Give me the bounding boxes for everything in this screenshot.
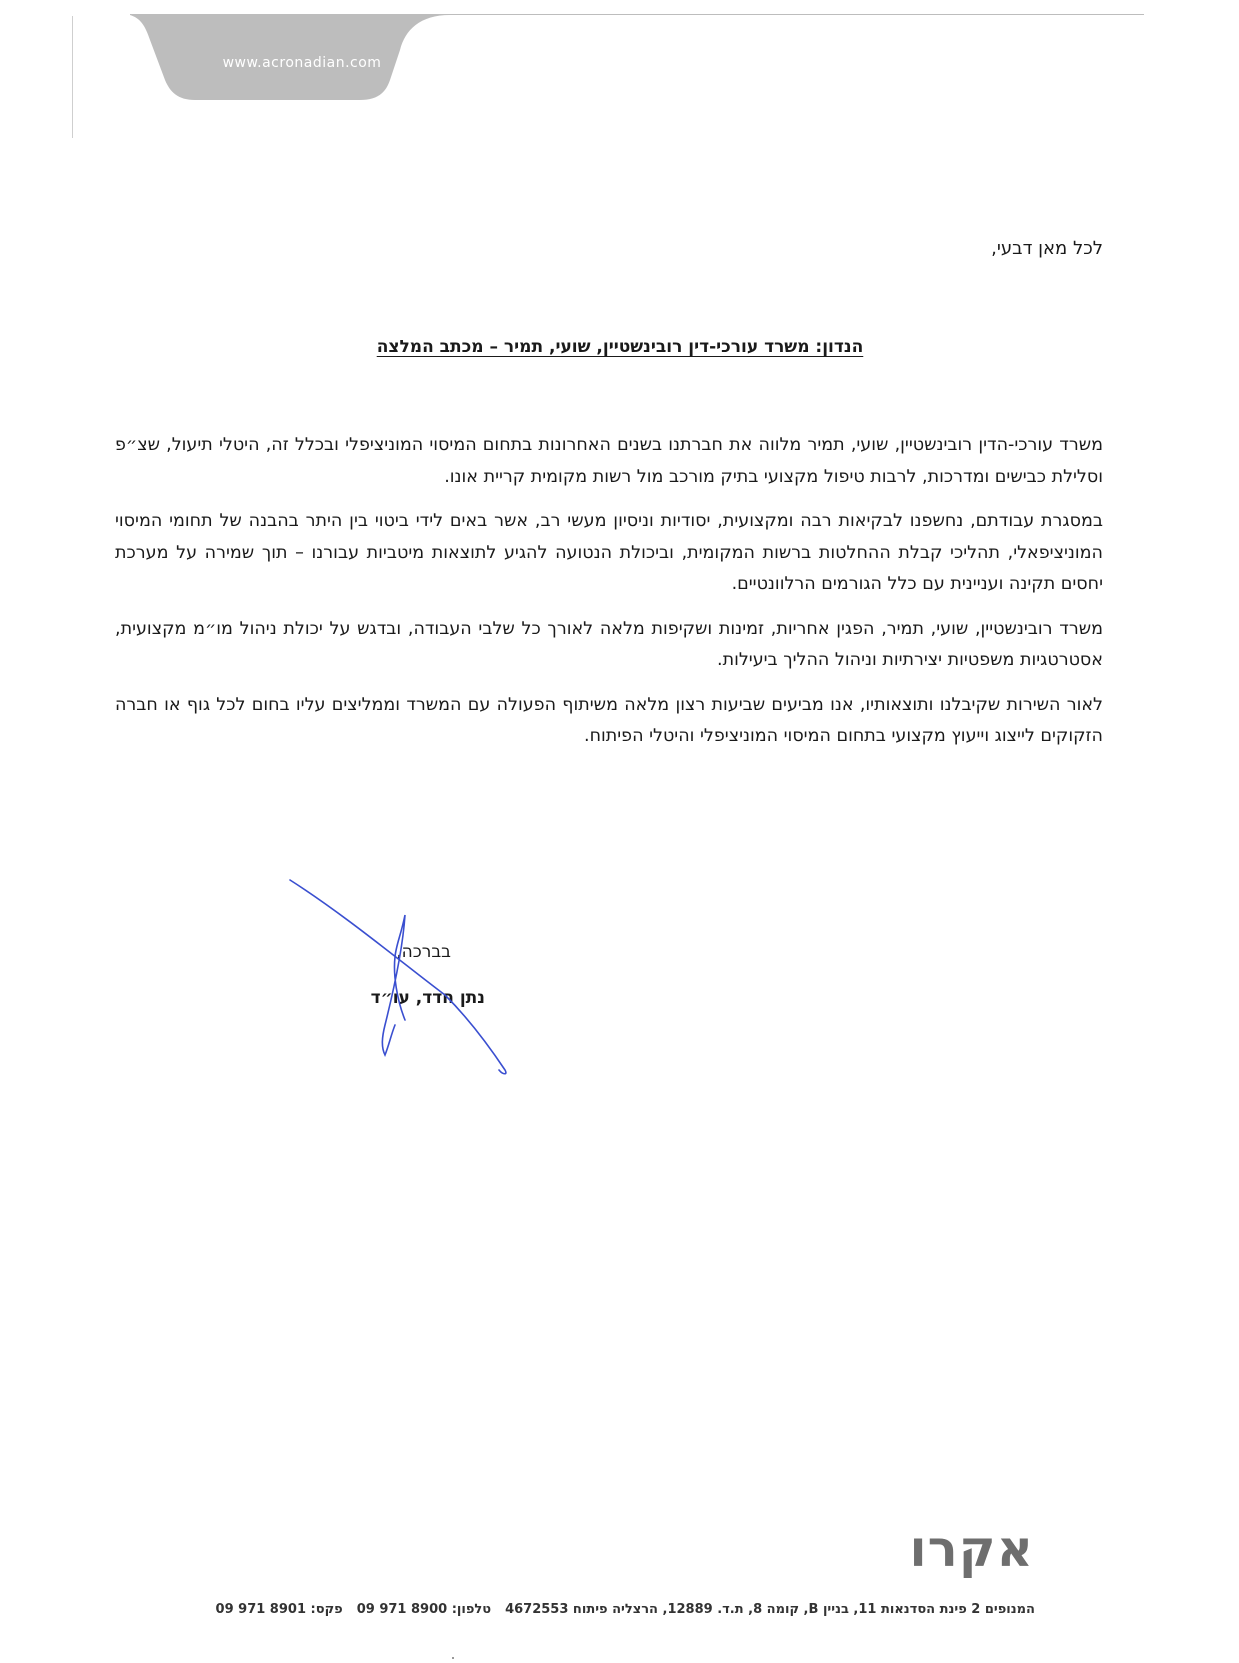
paragraph-1: משרד עורכי-הדין רובינשטיין, שועי, תמיר מלווה את חברתנו בשנים האחרונות בתחום המיסוי המוניציפלי ובכלל זה, היטלי תיעול, שצ״פ וסלילת כבישים ומדרכות, לרבות טיפול מקצועי בתיק מורכב מול רשות מקומית קריית אונו. (115, 435, 1103, 487)
paragraph-4: לאור השירות שקיבלנו ותוצאותיו, אנו מביעים שביעות רצון מלאה משיתוף הפעולה עם המשרד וממליצים עליו בחום לכל גוף או חברה הזקוקים לייצוג וייעוץ מקצועי בתחום המיסוי המוניציפלי והיטלי הפיתוח. (115, 694, 1103, 746)
footer-address: המנופים 2 פינת הסדנאות 11, בניין B, קומה 8, ת.ד. 12889, הרצליה פיתוח 4672553 (505, 1602, 1035, 1617)
subject-line (120, 337, 1120, 357)
closing: בברכה, (396, 942, 451, 962)
company-logo: אקרו (909, 1520, 1034, 1578)
margin-mark (72, 16, 73, 138)
scan-speck (452, 1657, 454, 1659)
paragraph-3: משרד רובינשטיין, שועי, תמיר, הפגין אחריות, זמינות ושקיפות מלאה לאורך כל שלבי העבודה, ובדגש על יכולת ניהול מו״מ מקצועית, אסטרטגיות משפטיות יצירתיות וניהול ההליך ביעילות. (115, 618, 1103, 670)
letterhead-tab (0, 0, 1239, 110)
fax-label: פקס: (310, 1602, 343, 1617)
handwritten-signature (285, 875, 535, 1085)
fax-number: 09 971 8901 (215, 1602, 306, 1617)
subject-text: הנדון: משרד עורכי-דין רובינשטיין, שועי, תמיר – מכתב המלצה (376, 337, 864, 357)
phone-number: 09 971 8900 (356, 1602, 448, 1617)
paragraph-2: במסגרת עבודתם, נחשפנו לבקיאות רבה ומקצועית, יסודיות וניסיון מעשי רב, אשר באים לידי ביטוי בין היתר בהבנה של תחומי המיסוי המוניציפאלי, תהליכי קבלת ההחלטות ברשות המקומית, וביכולת הנטועה להגיע לתוצאות מיטביות עבורנו – תוך שמירה על מערכת יחסים תקינה ועניינית עם כלל הגורמים הרלוונטיים. (115, 511, 1103, 594)
footer-contact (135, 1602, 1035, 1617)
salutation: לכל מאן דבעי, (991, 238, 1103, 259)
signer-name: נתן חדד, עו״ד (370, 988, 485, 1008)
phone-label: טלפון: (451, 1602, 492, 1617)
letter-body (115, 430, 1103, 766)
website-url: www.acronadian.com (222, 55, 382, 71)
